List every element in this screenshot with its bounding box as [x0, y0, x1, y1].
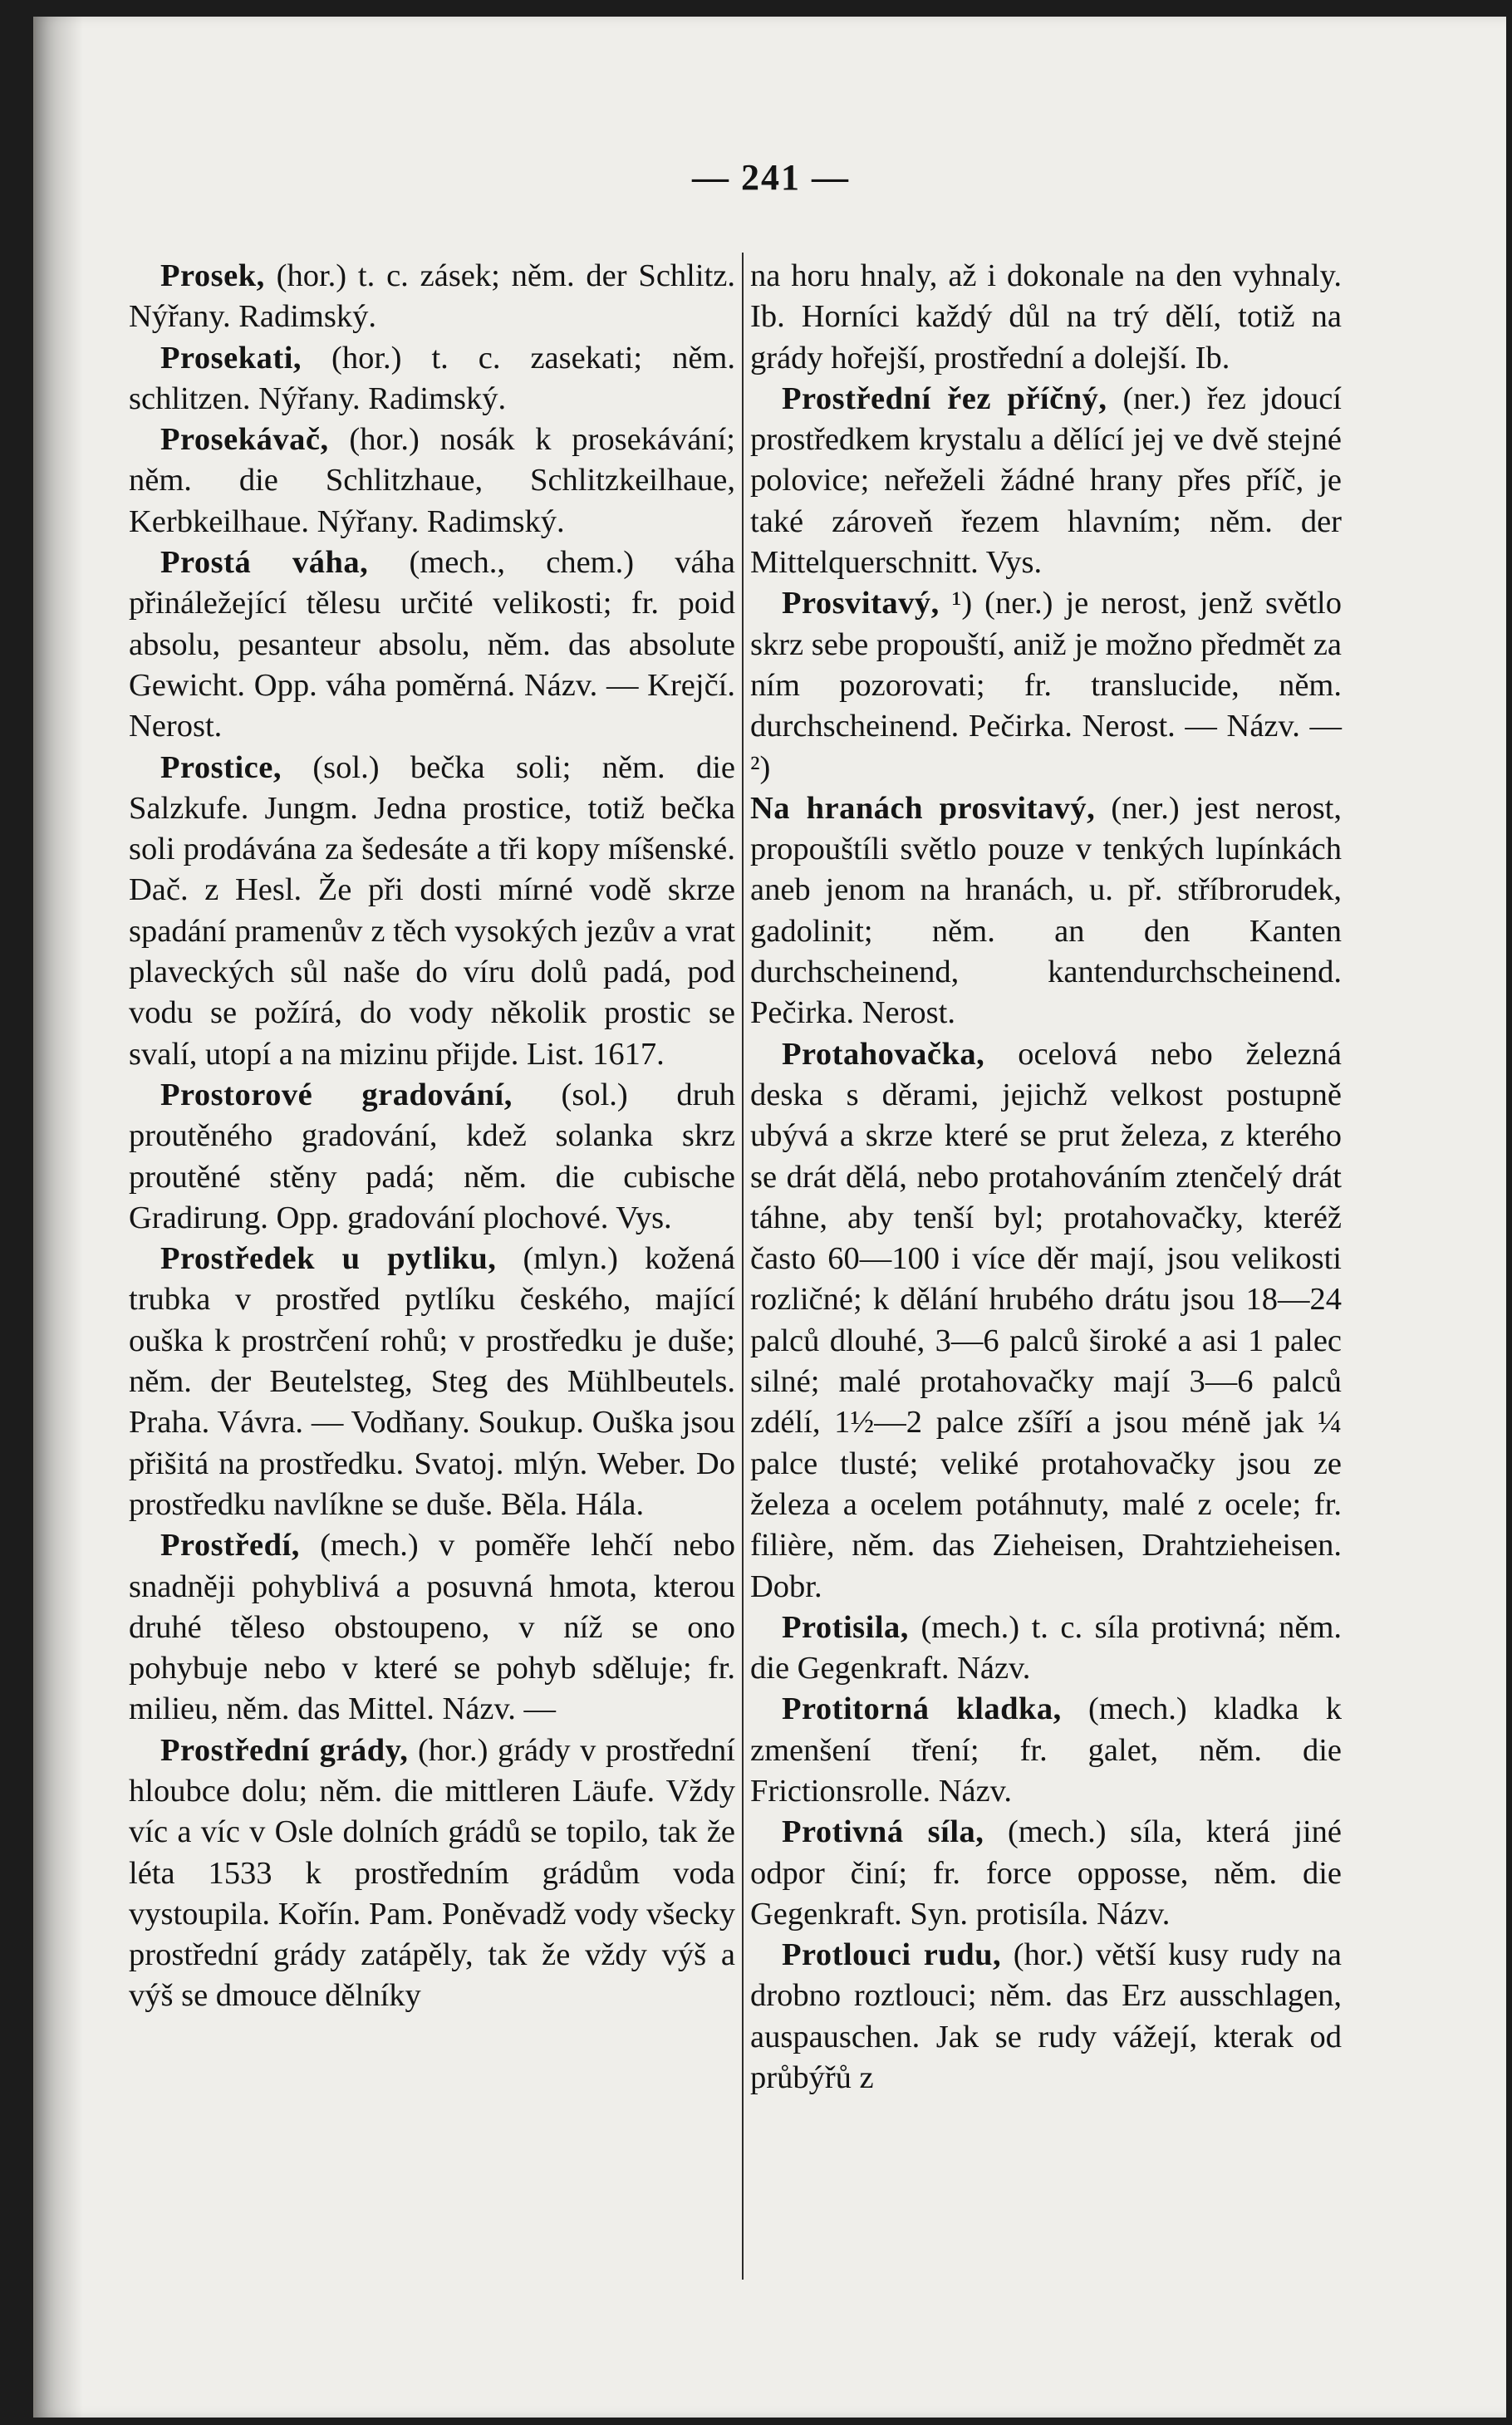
dictionary-entry	[129, 256, 735, 338]
entry-headword: Prostorové gradování,	[160, 1077, 513, 1112]
left-column	[129, 256, 735, 2017]
dictionary-entry	[750, 788, 1342, 1034]
entry-headword: Prostřední grády,	[160, 1732, 409, 1768]
dictionary-entry	[129, 1730, 735, 2017]
entry-definition: (hor.) t. c. zasekati; něm. schlitzen. Nýřany. Radimský.	[129, 340, 736, 416]
entry-headword: Prostice,	[160, 749, 282, 785]
entry-definition: (ner.) jest nerost, propouštíli světlo pouze v tenkých lupínkách aneb jenom na hranách, u. př. stříbrorudek, gadolinit; něm. an den Kanten durchscheinend, kantendurchscheinend. Pečirka. Nerost.	[750, 790, 1342, 1031]
entry-definition: ocelová nebo železná deska s děrami, jejichž velkost postupně ubývá a skrze které se prut železa, z kterého se drát dělá, nebo protahováním ztenčelý drát táhne, aby tenší byl; protahovačky, kteréž často 60—100 i více děr mají, jsou velikosti rozličné; k dělání hrubého drátu jsou 18—24 palců dlouhé, 3—6 palců široké a asi 1 palec silné; malé protahovačky mají 3—6 palců zdélí, 1½—2 palce zšíří a jsou méně jak ¼ palce tlusté; veliké protahovačky jsou ze železa a ocelem potáhnuty, malé z ocele; fr. filière, něm. das Zieheisen, Drahtzieheisen. Dobr.	[750, 1036, 1343, 1604]
dictionary-entry	[129, 542, 735, 747]
dictionary-entry	[750, 1034, 1342, 1608]
page-number: — 241 —	[692, 157, 850, 198]
entry-headword: Protahovačka,	[782, 1036, 985, 1072]
entry-headword: Prosvitavý,	[782, 586, 940, 621]
entry-headword: Protlouci rudu,	[782, 1937, 1002, 1973]
entry-headword: Prosek,	[160, 258, 265, 293]
dictionary-entry	[129, 1075, 735, 1239]
dictionary-entry	[129, 420, 735, 542]
entry-definition: (mech.) síla, která jiné odpor činí; fr. force opposse, něm. die Gegenkraft. Syn. protisíla. Názv.	[750, 1814, 1343, 1932]
entry-headword: Prostřední řez příčný,	[782, 380, 1107, 416]
dictionary-entry	[750, 1812, 1342, 1935]
entry-headword: Prostředí,	[160, 1528, 300, 1563]
entry-definition: (mech.) v poměře lehčí nebo snadněji pohyblivá a posuvná hmota, kterou druhé těleso obstoupeno, v níž se ono pohybuje nebo v které se pohyb sděluje; fr. milieu, něm. das Mittel. Názv. —	[129, 1528, 735, 1727]
column-divider	[742, 253, 744, 2280]
entry-definition: (mech., chem.) váha přináležející tělesu určité velikosti; fr. poid absolu, pesanteur absolu, něm. das absolute Gewicht. Opp. váha poměrná. Názv. — Krejčí. Nerost.	[129, 545, 735, 744]
dictionary-entry	[129, 338, 735, 420]
entry-definition: (hor.) větší kusy rudy na drobno roztlouci; něm. das Erz ausschlagen, auspauschen. Jak se rudy vážejí, kterak od průbýřů z	[750, 1937, 1342, 2096]
entry-headword: Prostředek u pytliku,	[160, 1241, 497, 1277]
entry-definition: (sol.) druh proutěného gradování, kdež solanka skrz proutěné stěny padá; něm. die cubische Gradirung. Opp. gradování plochové. Vys.	[129, 1077, 735, 1235]
entry-definition: ¹) (ner.) je nerost, jenž světlo skrz sebe propouští, aniž je možno předmět za ním pozorovati; fr. translucide, něm. durchscheinend. Pečirka. Nerost. — Názv. — ²)	[750, 586, 1343, 785]
entry-headword: Protitorná kladka,	[782, 1691, 1062, 1727]
entry-headword: Prostá váha,	[160, 545, 369, 581]
entry-definition: (sol.) bečka soli; něm. die Salzkufe. Jungm. Jedna prostice, totiž bečka soli prodávána za šedesáte a tři kopy míšenské. Dač. z Hesl. Že při dosti mírné vodě skrze spadání pramenův z těch vysokých jezův a vrat plaveckých sůl naše do víru dolů padá, pod vodu se požírá, do vody několik prostic se svalí, utopí a na mizinu přijde. List. 1617.	[129, 749, 735, 1072]
entry-headword: Protisila,	[782, 1609, 909, 1645]
dictionary-entry	[129, 1239, 735, 1525]
entry-definition: (mlyn.) kožená trubka v prostřed pytlíku českého, mající ouška k prostrčení rohů; v prostředku je duše; něm. der Beutelsteg, Steg des Mühlbeutels. Praha. Vávra. — Vodňany. Soukup. Ouška jsou přišitá na prostředku. Svatoj. mlýn. Weber. Do prostředku navlíkne se duše. Běla. Hála.	[129, 1241, 735, 1522]
dictionary-entry	[750, 256, 1342, 379]
entry-headword: Prosekati,	[160, 340, 302, 376]
entry-headword: Na hranách prosvitavý,	[750, 790, 1096, 826]
dictionary-entry	[750, 1935, 1342, 2099]
entry-headword: Protivná síla,	[782, 1814, 984, 1850]
entry-definition: (mech.) kladka k zmenšení tření; fr. galet, něm. die Frictionsrolle. Názv.	[750, 1691, 1343, 1809]
dictionary-entry	[750, 583, 1342, 788]
entry-definition: (hor.) grády v prostřední hloubce dolu; něm. die mittleren Läufe. Vždy víc a víc v Osle dolních grádů se topilo, tak že léta 1533 k prostředním grádům voda vystoupila. Kořín. Pam. Poněvadž vody všecky prostřední grády zatápěly, tak že vždy výš a výš se dmouce dělníky	[129, 1732, 736, 2014]
entry-definition: (ner.) řez jdoucí prostředkem krystalu a dělící jej ve dvě stejné polovice; neřeželi žádné hrany přes příč, je také zároveň řezem hlavním; něm. der Mittelquerschnitt. Vys.	[750, 380, 1343, 581]
entry-definition: (hor.) t. c. zásek; něm. der Schlitz. Nýřany. Radimský.	[129, 258, 735, 335]
entry-headword: Prosekávač,	[160, 422, 329, 458]
dictionary-entry	[129, 1525, 735, 1730]
entry-definition: na horu hnaly, až i dokonale na den vyhnaly. Ib. Horníci každý důl na trý dělí, totiž na grády hořejší, prostřední a dolejší. Ib.	[750, 258, 1342, 376]
dictionary-entry	[750, 379, 1342, 583]
dictionary-entry	[750, 1689, 1342, 1812]
dictionary-entry	[750, 1608, 1342, 1690]
dictionary-entry	[129, 748, 735, 1075]
entry-definition: (mech.) t. c. síla protivná; něm. die Gegenkraft. Názv.	[750, 1609, 1343, 1686]
book-page	[33, 17, 1506, 2418]
right-column	[750, 256, 1342, 2099]
entry-definition: (hor.) nosák k prosekávání; něm. die Schlitzhaue, Schlitzkeilhaue, Kerbkeilhaue. Nýřany. Radimský.	[129, 422, 736, 539]
